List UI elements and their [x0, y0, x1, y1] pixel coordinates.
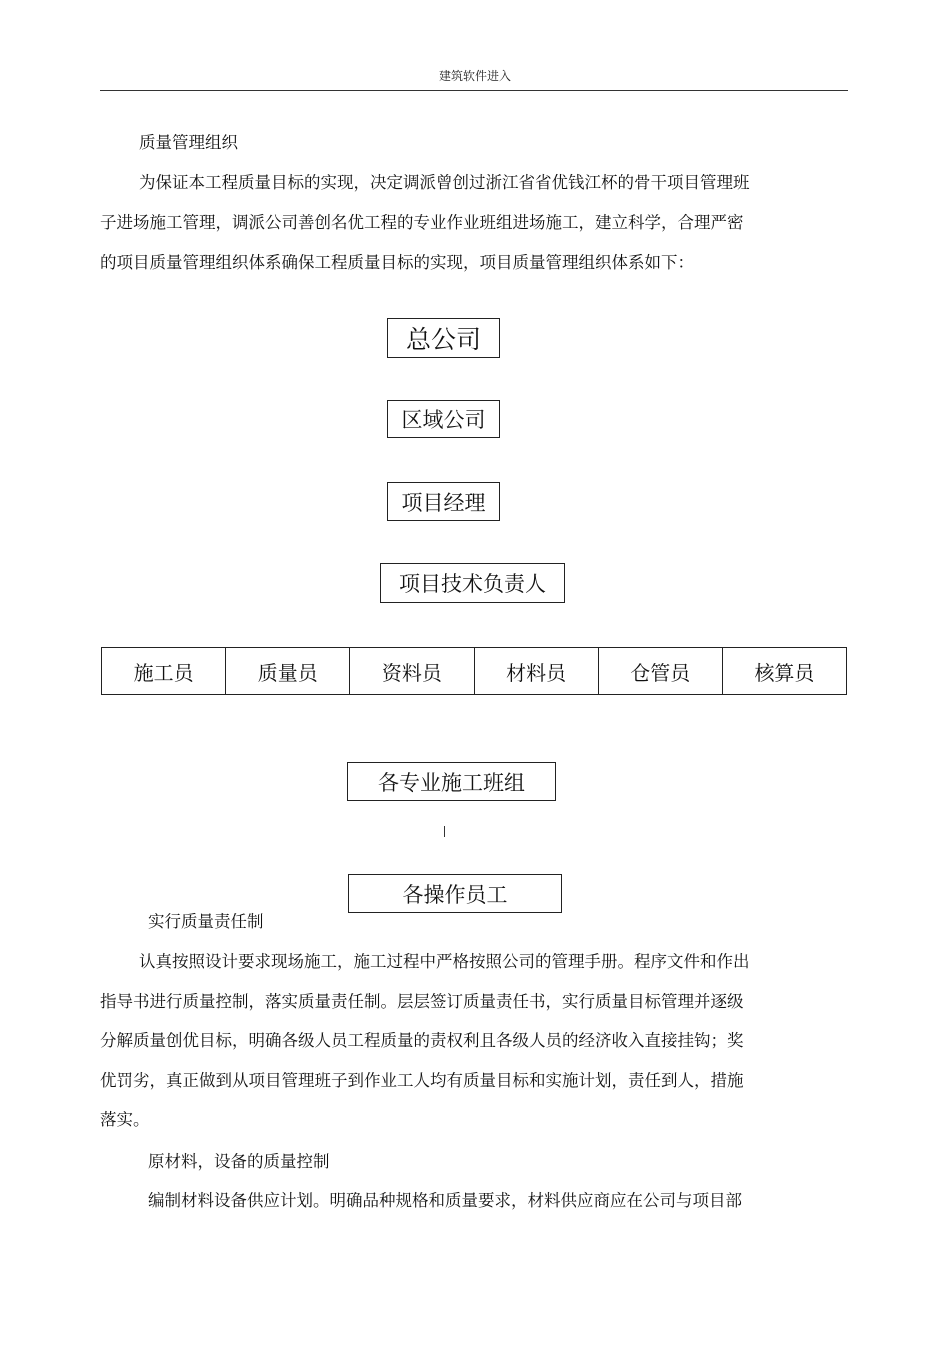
paragraph-line: 子进场施工管理，调派公司善创名优工程的专业作业班组进场施工，建立科学，合理严密 — [100, 213, 744, 232]
org-box-technical-lead: 项目技术负责人 — [380, 563, 565, 603]
paragraph-line: 编制材料设备供应计划。明确品种规格和质量要求，材料供应商应在公司与项目部 — [148, 1191, 742, 1210]
paragraph-line: 落实。 — [100, 1110, 150, 1129]
org-box-regional-company: 区域公司 — [387, 400, 500, 438]
paragraph-line: 指导书进行质量控制，落实质量责任制。层层签订质量责任书，实行质量目标管理并逐级 — [100, 992, 744, 1011]
connector-mark — [444, 826, 445, 837]
paragraph-line: 分解质量创优目标，明确各级人员工程质量的责权利且各级人员的经济收入直接挂钩；奖 — [100, 1031, 744, 1050]
page-header-title: 建筑软件进入 — [438, 69, 511, 83]
org-box-project-manager: 项目经理 — [387, 482, 500, 521]
paragraph-line: 认真按照设计要求现场施工，施工过程中严格按照公司的管理手册。程序文件和作出 — [139, 952, 750, 971]
org-cell-quality-officer: 质量员 — [226, 648, 350, 694]
org-cell-warehouse-keeper: 仓管员 — [599, 648, 723, 694]
org-box-specialty-teams: 各专业施工班组 — [347, 762, 556, 801]
org-box-workers: 各操作员工 — [348, 874, 562, 913]
paragraph-line: 优罚劣，真正做到从项目管理班子到作业工人均有质量目标和实施计划，责任到人，措施 — [100, 1071, 744, 1090]
org-staff-row — [101, 647, 847, 695]
header-divider — [100, 90, 848, 91]
org-cell-materials-officer: 材料员 — [475, 648, 599, 694]
org-cell-documentation-officer: 资料员 — [350, 648, 474, 694]
section-heading-materials-control: 原材料，设备的质量控制 — [148, 1152, 330, 1171]
paragraph-line: 的项目质量管理组织体系确保工程质量目标的实现，项目质量管理组织体系如下： — [100, 253, 694, 272]
org-cell-cost-accountant: 核算员 — [754, 660, 815, 685]
section-heading-quality-responsibility: 实行质量责任制 — [148, 912, 264, 931]
org-box-head-office: 总公司 — [387, 318, 500, 358]
org-cell-construction-officer: 施工员 — [102, 648, 226, 694]
paragraph-line: 为保证本工程质量目标的实现，决定调派曾创过浙江省省优钱江杯的骨干项目管理班 — [139, 173, 750, 192]
section-heading-quality-organization: 质量管理组织 — [139, 133, 238, 152]
